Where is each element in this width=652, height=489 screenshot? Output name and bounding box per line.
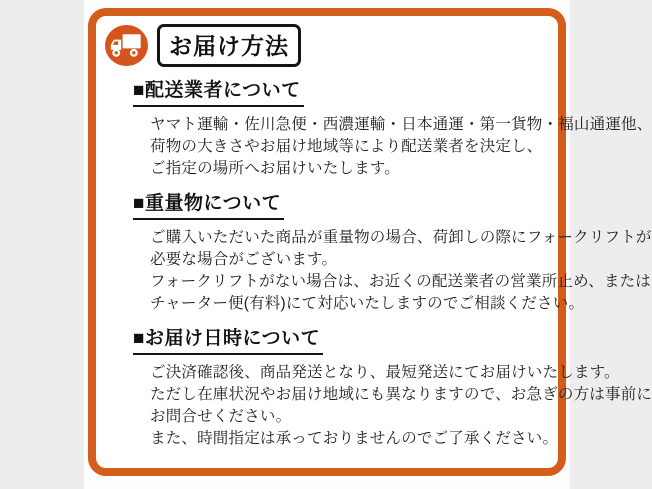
body-line: ただし在庫状況やお届け地域にも異なりますので、お急ぎの方は事前に: [150, 386, 652, 403]
body-line: フォークリフトがない場合は、お近くの配送業者の営業所止め、または: [150, 273, 652, 290]
body-line: ご指定の場所へお届けいたします。: [150, 160, 400, 177]
section-body: [150, 114, 652, 180]
panel-title: お届け方法: [157, 24, 301, 67]
section-heading: ■配送業者について: [133, 79, 304, 107]
body-line: ご決済確認後、商品発送となり、最短発送にてお届けいたします。: [150, 364, 620, 381]
content-column: [84, 0, 652, 489]
delivery-info-panel: [88, 8, 652, 476]
section-carriers: [133, 67, 652, 180]
section-heading: ■重量物について: [133, 192, 284, 220]
body-line: 必要な場合がございます。: [150, 251, 338, 268]
section-body: [150, 227, 652, 315]
section-heavy-items: [133, 180, 652, 315]
section-delivery-datetime: [133, 315, 652, 450]
panel-header: [104, 24, 546, 67]
body-line: また、時間指定は承っておりませんのでご了承ください。: [150, 430, 559, 447]
body-line: 荷物の大きさやお届け地域等により配送業者を決定し、: [150, 138, 543, 155]
body-line: ご購入いただいた商品が重量物の場合、荷卸しの際にフォークリフトが: [150, 229, 652, 246]
truck-icon: [104, 24, 149, 67]
body-line: ヤマト運輸・佐川急便・西濃運輸・日本通運・第一貨物・福山通運他、: [150, 116, 652, 133]
section-body: [150, 362, 652, 450]
section-heading: ■お届け日時について: [133, 327, 323, 355]
body-line: チャーター便(有料)にて対応いたしますのでご相談ください。: [150, 295, 585, 312]
body-line: お問合せください。: [150, 408, 292, 425]
